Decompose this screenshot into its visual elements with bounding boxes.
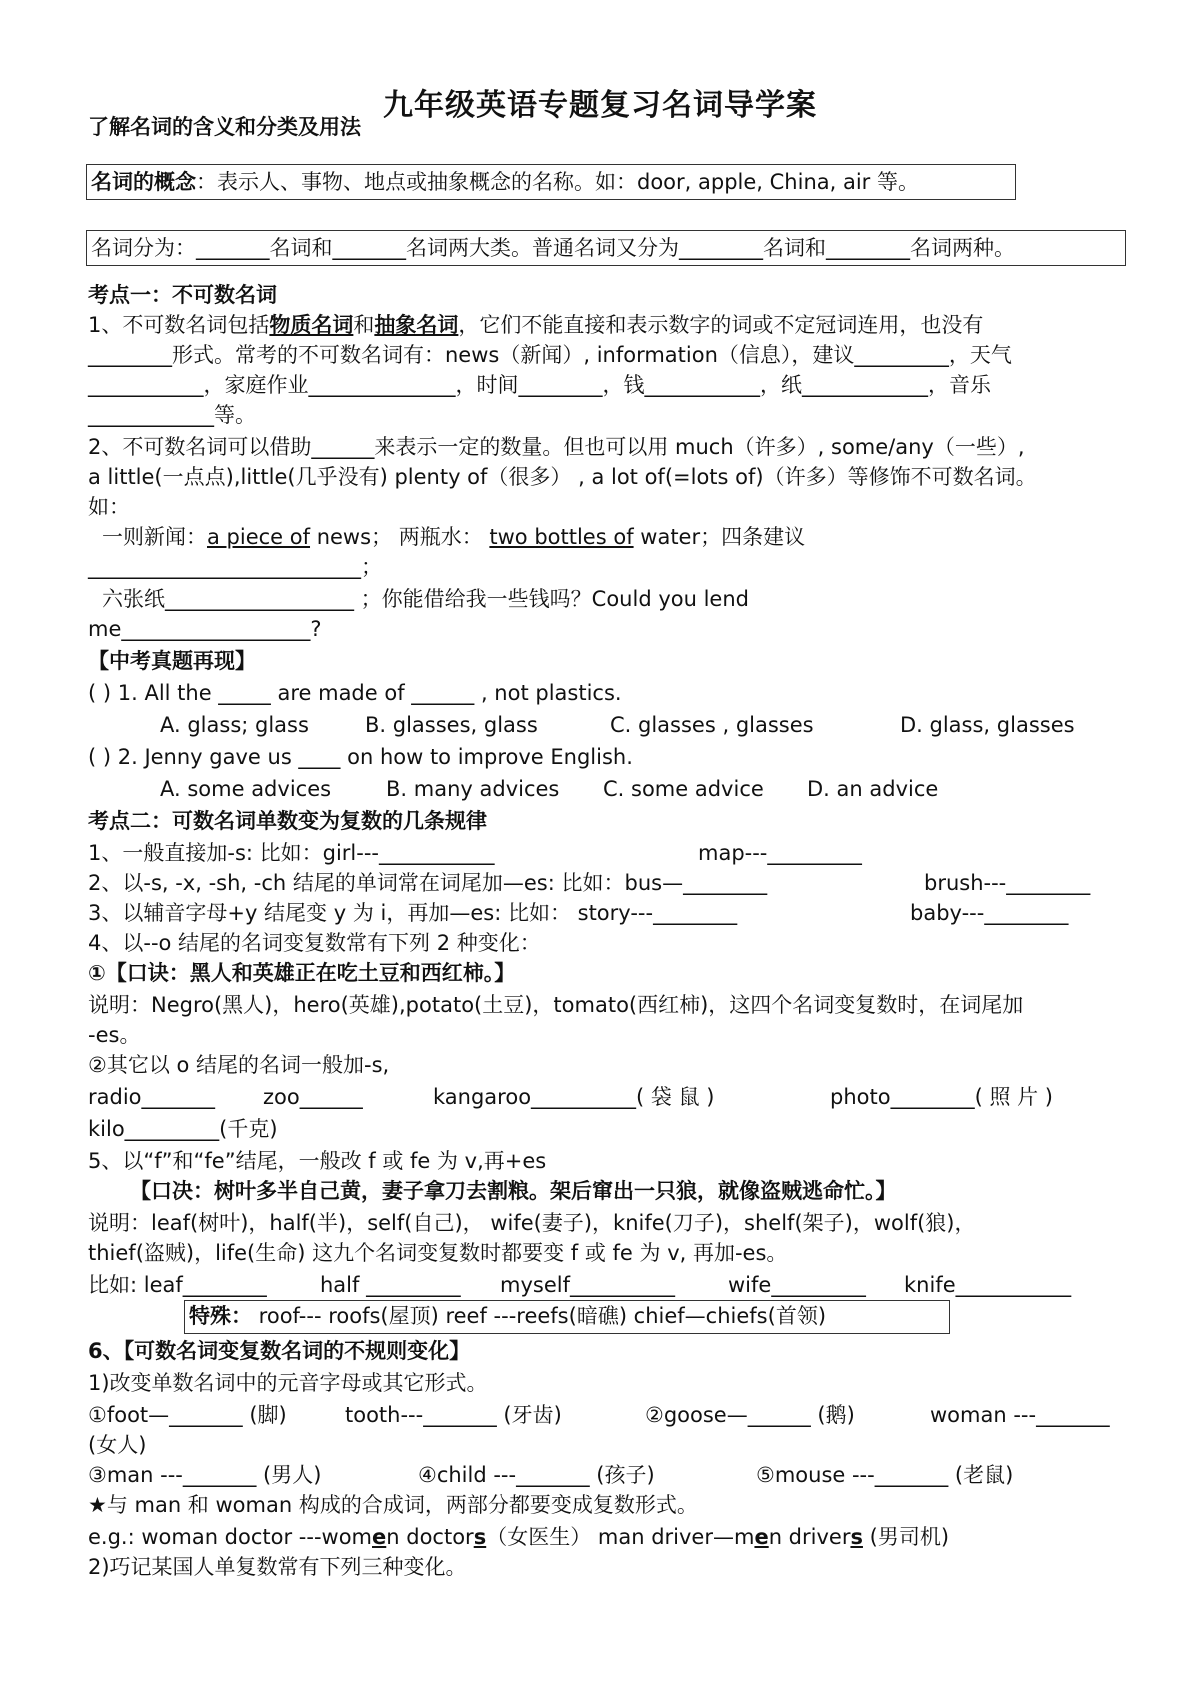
rule5-note2: thief(盗贼)，life(生命) 这九个名词变复数时都要变 f 或 fe 为 v, 再加-es。 (88, 1241, 788, 1265)
example-line4: me__________________? (88, 617, 322, 641)
text-span: zoo______ (263, 1085, 363, 1109)
text-span: ②goose—______ (鹅) (645, 1403, 855, 1427)
text-span: knife___________ (904, 1273, 1072, 1297)
text-span: news； 两瓶水： (310, 525, 490, 549)
example-phrase: two bottles of (489, 525, 634, 549)
rule4-other: ②其它以 o 结尾的名词一般加-s, (88, 1053, 390, 1077)
rule3 (88, 898, 1124, 928)
compound-example (88, 1522, 1124, 1552)
changed-letter: s (473, 1525, 487, 1549)
rule4-note2: -es。 (88, 1023, 141, 1047)
rule1 (88, 838, 1124, 868)
text-span: baby---________ (910, 901, 1069, 925)
point1-line1 (88, 310, 1124, 340)
classify-box: 名词分为：_______名词和_______名词两大类。普通名词又分为________名词和________名词两种。 (86, 230, 1126, 266)
option-d: D. glass, glasses (900, 713, 1075, 737)
kilo-line: kilo_________(千克) (88, 1117, 278, 1141)
text-span: kangaroo__________( 袋 鼠 ) (433, 1085, 715, 1109)
point1-line6: a little(一点点),little(几乎没有) plenty of（很多） , a lot of(=lots of)（许多）等修饰不可数名词。 (88, 465, 1037, 489)
abstract-noun: 抽象名词 (374, 313, 459, 337)
point1-line5: 2、不可数名词可以借助______来表示一定的数量。但也可以用 much（许多）, some/any（一些）, (88, 435, 1025, 459)
example-line2: __________________________； (88, 555, 382, 579)
mnemonic1: ①【口诀：黑人和英雄正在吃土豆和西红柿。】 (88, 961, 516, 985)
special-text: roof--- roofs(屋顶) reef ---reefs(暗礁) chief—chiefs(首领) (252, 1304, 827, 1328)
changed-letter: e (754, 1525, 769, 1549)
point3-heading: 6、【可数名词变复数名词的不规则变化】 (88, 1339, 471, 1363)
text-span: e.g.: woman doctor ---wom (88, 1525, 373, 1549)
text-span: 1、不可数名词包括 (88, 313, 270, 337)
irregular-intro: 1)改变单数名词中的元音字母或其它形式。 (88, 1371, 488, 1395)
irregular-row1-cont: (女人) (88, 1433, 147, 1457)
point2-heading: 考点二：可数名词单数变为复数的几条规律 (88, 809, 487, 833)
point1-line2: ________形式。常考的不可数名词有：news（新闻）, information（信息），建议_________，天气 (88, 343, 1012, 367)
nationality-note: 2)巧记某国人单复数常有下列三种变化。 (88, 1555, 467, 1579)
text-span: 1、一般直接加-s: 比如：girl---___________ (88, 841, 495, 865)
text-span: n driver (768, 1525, 851, 1549)
text-span: ⑤mouse ---_______ (老鼠) (756, 1463, 1014, 1487)
text-span: （女医生） man driver—m (486, 1525, 755, 1549)
point1-line3: ___________，家庭作业______________，时间________，钱___________，纸____________，音乐 (88, 373, 991, 397)
rule4-note1: 说明：Negro(黑人)，hero(英雄),potato(土豆)，tomato(西红柿)，这四个名词变复数时，在词尾加 (88, 993, 1024, 1017)
text-span: 2、以-s, -x, -sh, -ch 结尾的单词常在词尾加—es: 比如：bus—________ (88, 871, 768, 895)
text-span: half _________ (320, 1273, 461, 1297)
point1-line4: ____________等。 (88, 403, 256, 427)
special-label: 特殊： (189, 1304, 252, 1328)
text-span: 一则新闻： (102, 525, 207, 549)
subtitle: 了解名词的含义和分类及用法 (88, 115, 361, 139)
concept-box (86, 164, 1016, 200)
text-span: 比如: leaf________ (88, 1273, 267, 1297)
point1-line7: 如： (88, 495, 130, 519)
exam-q1: ( ) 1. All the _____ are made of ______ , not plastics. (88, 681, 622, 705)
compound-note: ★与 man 和 woman 构成的合成词，两部分都要变成复数形式。 (88, 1493, 698, 1517)
rule5: 5、以“f”和“fe”结尾，一般改 f 或 fe 为 v,再+es (88, 1149, 547, 1173)
option-c: C. glasses , glasses (610, 713, 814, 737)
option-c: C. some advice (603, 777, 764, 801)
text-span: (男司机) (862, 1525, 950, 1549)
text-span: tooth---_______ (牙齿) (345, 1403, 562, 1427)
special-box (184, 1300, 950, 1334)
option-d: D. an advice (807, 777, 939, 801)
rule2 (88, 868, 1124, 898)
text-span: photo________( 照 片 ) (830, 1085, 1053, 1109)
rule5-note1: 说明：leaf(树叶)，half(半)，self(自己)， wife(妻子)，knife(刀子)，shelf(架子)，wolf(狼)， (88, 1211, 976, 1235)
changed-letter: s (850, 1525, 863, 1549)
example-line3: 六张纸__________________ ；你能借给我一些钱吗？Could you lend (102, 587, 749, 611)
example-phrase: a piece of (207, 525, 311, 549)
page-title: 九年级英语专题复习名词导学案 (383, 88, 817, 123)
text-span: ①foot—_______ (脚) (88, 1403, 287, 1427)
text-span: n doctor (386, 1525, 474, 1549)
text-span: wife_________ (728, 1273, 866, 1297)
point1-heading: 考点一：不可数名词 (88, 283, 277, 307)
text-span: myself__________ (500, 1273, 675, 1297)
text-span: radio_______ (88, 1085, 216, 1109)
option-b: B. glasses, glass (365, 713, 538, 737)
example-line1 (102, 522, 1124, 552)
text-span: ④child ---_______ (孩子) (418, 1463, 655, 1487)
text-span: ③man ---_______ (男人) (88, 1463, 322, 1487)
text-span: water；四条建议 (633, 525, 806, 549)
text-span: map---_________ (698, 841, 862, 865)
option-a: A. some advices (160, 777, 332, 801)
text-span: 3、以辅音字母+y 结尾变 y 为 i，再加—es: 比如： story---________ (88, 901, 738, 925)
text-span: brush---________ (924, 871, 1091, 895)
rule4: 4、以--o 结尾的名词变复数常有下列 2 种变化： (88, 931, 541, 955)
text-span: 和 (353, 313, 375, 337)
option-a: A. glass; glass (160, 713, 309, 737)
exam-q2: ( ) 2. Jenny gave us ____ on how to improve English. (88, 745, 633, 769)
text-span: ，它们不能直接和表示数字的词或不定冠词连用，也没有 (458, 313, 984, 337)
concept-text: ：表示人、事物、地点或抽象概念的名称。如：door, apple, China, air 等。 (196, 170, 919, 194)
mnemonic2: 【口决：树叶多半自己黄，妻子拿刀去割粮。架后窜出一只狼，就像盗贼逃命忙。】 (130, 1179, 897, 1203)
changed-letter: e (372, 1525, 387, 1549)
exam-heading: 【中考真题再现】 (88, 649, 256, 673)
text-span: woman ---_______ (930, 1403, 1110, 1427)
concept-label: 名词的概念 (91, 170, 196, 194)
option-b: B. many advices (386, 777, 560, 801)
material-noun: 物质名词 (269, 313, 354, 337)
